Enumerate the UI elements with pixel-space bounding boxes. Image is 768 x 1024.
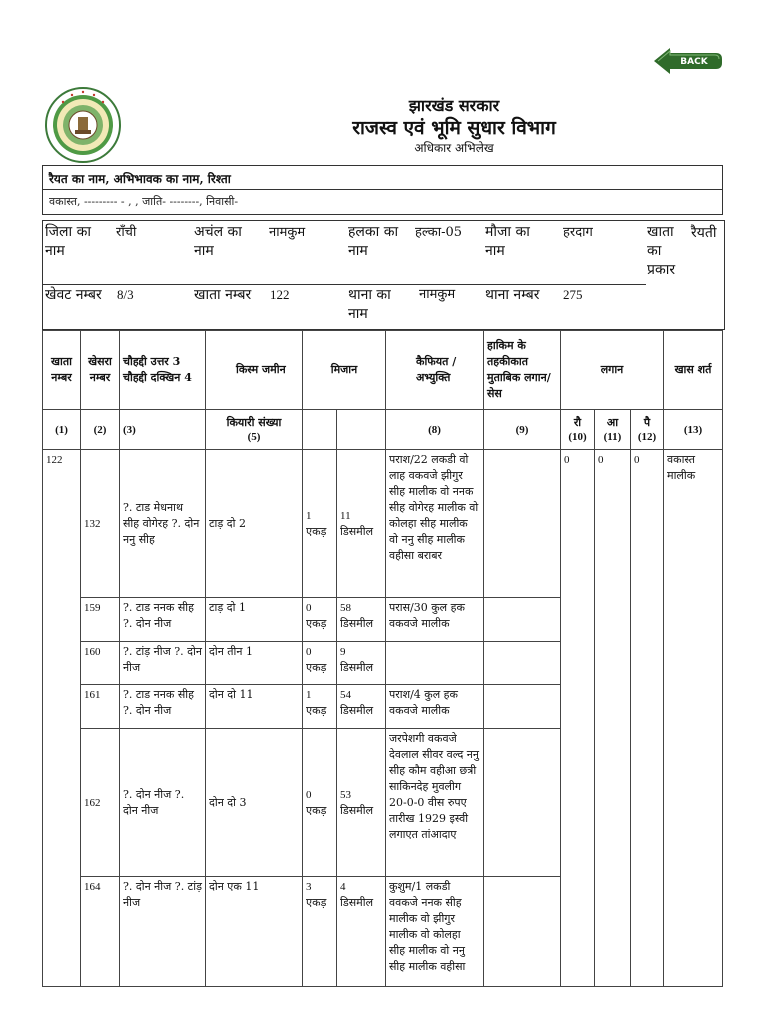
hakim-cell <box>484 598 561 642</box>
col-num-8: (8) <box>386 410 484 450</box>
decimal-cell <box>337 729 386 877</box>
land-type-cell: दोन दो 3 <box>206 729 303 877</box>
decimal-value: 11 <box>340 509 351 522</box>
acre-cell <box>303 642 337 685</box>
boundary-cell: ?. टांड़ नीज ?. दोन नीज <box>120 642 206 685</box>
hakim-cell <box>484 685 561 729</box>
record-table <box>42 330 723 987</box>
district-value: राँची <box>116 225 137 240</box>
halka-value: हल्का-05 <box>415 225 463 240</box>
remarks-cell: परास/30 कुल हक वकवजे मालीक <box>386 598 484 642</box>
land-info-box <box>42 220 725 330</box>
decimal-unit: डिसमील <box>340 524 374 538</box>
boundary-cell: ?. दोन नीज ?. दोन नीज <box>120 729 206 877</box>
land-type-cell: टाड़ दो 1 <box>206 598 303 642</box>
khewat-value: 8/3 <box>117 287 134 302</box>
info-divider <box>43 284 646 285</box>
khesra-cell: 161 <box>81 685 120 729</box>
acre-unit: एकड़ <box>306 524 327 538</box>
acre-unit: एकड़ <box>306 803 327 817</box>
halka-label: हलका का नाम <box>348 224 399 259</box>
acre-value: 0 <box>306 602 312 614</box>
col-num-5: (5) <box>247 430 261 443</box>
decimal-value: 54 <box>340 689 351 701</box>
th-lagan: लगान <box>561 331 664 410</box>
acre-cell <box>303 598 337 642</box>
acre-unit: एकड़ <box>306 704 327 717</box>
decimal-value: 53 <box>340 788 351 801</box>
special-cell: वकास्त मालीक <box>664 450 723 987</box>
mauza-value: हरदाग <box>563 225 593 240</box>
acre-cell <box>303 729 337 877</box>
boundary-cell: ?. टाड ननक सीह ?. दोन नीज <box>120 685 206 729</box>
acre-cell <box>303 450 337 598</box>
khata-number-cell: 122 <box>43 450 81 987</box>
th-remarks: कैफियत / अभ्युक्ति <box>386 331 484 410</box>
col-num-12: (12) <box>637 430 657 443</box>
khesra-cell: 164 <box>81 877 120 987</box>
col-num-10: (10) <box>568 430 587 443</box>
decimal-cell <box>337 877 386 987</box>
remarks-cell: जरपेशगी वकवजे देवलाल सीवर वल्द ननु सीह कौम वहीआ छत्री साकिनदेह मुवलीग 20-0-0 वीस रुपए तारीख 1929 इस्वी लगाएत तांआदाए <box>386 729 484 877</box>
thana-no-label: थाना नम्बर <box>485 287 540 303</box>
th-land-type: किस्म जमीन <box>206 331 303 410</box>
decimal-cell <box>337 685 386 729</box>
govt-title: झारखंड सरकार <box>408 96 500 115</box>
decimal-value: 9 <box>340 646 346 658</box>
record-title: अधिकार अभिलेख <box>414 141 494 155</box>
remarks-cell <box>386 642 484 685</box>
acre-value: 0 <box>306 788 312 801</box>
acre-cell <box>303 685 337 729</box>
col-num-9: (9) <box>484 410 561 450</box>
department-title: राजस्व एवं भूमि सुधार विभाग <box>352 117 556 139</box>
hakim-cell <box>484 450 561 598</box>
decimal-cell <box>337 450 386 598</box>
col-num-3: (3) <box>120 410 206 450</box>
decimal-value: 4 <box>340 881 346 893</box>
owner-detail: वकास्त, --------- - , , जाति- --------, निवासी- <box>49 195 239 208</box>
circle-value: नामकुम <box>269 225 306 240</box>
lagan-rau-cell: 0 <box>561 450 595 987</box>
th-special: खास शर्त <box>664 331 723 410</box>
lagan-aa-cell: 0 <box>595 450 631 987</box>
boundary-cell: ?. दोन नीज ?. टांड़ नीज <box>120 877 206 987</box>
back-button[interactable] <box>652 46 724 76</box>
thana-label: थाना का नाम <box>348 287 391 322</box>
decimal-unit: डिसमील <box>340 617 374 630</box>
circle-label: अचंल का नाम <box>194 224 242 259</box>
decimal-cell <box>337 642 386 685</box>
acre-value: 3 <box>306 881 312 893</box>
hakim-cell <box>484 642 561 685</box>
land-type-cell: दोन एक 11 <box>206 877 303 987</box>
hakim-cell <box>484 877 561 987</box>
remarks-cell: पराश/22 लकडी वो लाह वकवजे झीगुर सीह मालीक वो ननक सीह वोगेरह मालीक वो कोलहा सीह मालीक वो ननु सीह मालीक वहीसा बराबर <box>386 450 484 598</box>
th-khata: खाता नम्बर <box>43 331 81 410</box>
khata-label: खाता नम्बर <box>194 287 252 303</box>
acre-value: 1 <box>306 689 312 701</box>
remarks-cell: कुशुम/1 लकडी ववकजे ननक सीह मालीक वो झीगुर मालीक वो कोलहा सीह मालीक वो ननु सीह मालीक वहीसा <box>386 877 484 987</box>
th-khesra: खेसरा नम्बर <box>81 331 120 410</box>
land-type-cell: दोन तीन 1 <box>206 642 303 685</box>
acre-unit: एकड़ <box>306 661 327 674</box>
mauza-label: मौजा का नाम <box>485 224 530 259</box>
col-num-1: (1) <box>43 410 81 450</box>
col-aa-label: आ <box>606 415 619 429</box>
col-num-2: (2) <box>81 410 120 450</box>
district-label: जिला का नाम <box>45 224 91 259</box>
decimal-cell <box>337 598 386 642</box>
khata-type-label: खाता का प्रकार <box>647 224 676 278</box>
acre-cell <box>303 877 337 987</box>
col-num-11: (11) <box>603 430 622 443</box>
khesra-cell: 159 <box>81 598 120 642</box>
boundary-cell: ?. टाड ननक सीह ?. दोन नीज <box>120 598 206 642</box>
khewat-label: खेवट नम्बर <box>45 287 102 303</box>
hakim-cell <box>484 729 561 877</box>
back-label: BACK <box>680 57 708 67</box>
acre-value: 0 <box>306 646 312 658</box>
decimal-value: 58 <box>340 602 351 614</box>
khesra-cell: 162 <box>81 729 120 877</box>
th-area: मिजान <box>303 331 386 410</box>
thana-value: नामकुम <box>419 287 456 302</box>
decimal-unit: डिसमील <box>340 661 374 674</box>
acre-unit: एकड़ <box>306 896 327 909</box>
acre-value: 1 <box>306 509 312 522</box>
decimal-unit: डिसमील <box>340 704 374 717</box>
khesra-cell: 160 <box>81 642 120 685</box>
land-type-cell: दोन दो 11 <box>206 685 303 729</box>
col-num-5-label: कियारी संख्या <box>226 415 282 429</box>
khata-type-value: रैयती <box>691 225 717 241</box>
acre-unit: एकड़ <box>306 617 327 630</box>
decimal-unit: डिसमील <box>340 803 374 817</box>
khata-value: 122 <box>270 287 290 302</box>
back-arrow-icon <box>652 46 724 76</box>
boundary-cell: ?. टाड मेधनाथ सीह वोगेरह ?. दोन ननु सीह <box>120 450 206 598</box>
col-pai-label: पै <box>643 415 651 429</box>
table-row <box>43 450 723 598</box>
khesra-cell: 132 <box>81 450 120 598</box>
thana-no-value: 275 <box>563 287 583 302</box>
th-hakim: हाकिम के तहकीकात मुताबिक लगान/सेस <box>484 331 561 410</box>
th-boundary: चौहद्दी उत्तर 3 चौहद्दी दक्खिन 4 <box>120 331 206 410</box>
lagan-pai-cell: 0 <box>631 450 664 987</box>
owner-heading: रैयत का नाम, अभिभावक का नाम, रिश्ता <box>43 166 722 190</box>
col-rau-label: रौ <box>573 415 582 429</box>
col-num-13: (13) <box>664 410 723 450</box>
land-type-cell: टाड़ दो 2 <box>206 450 303 598</box>
remarks-cell: पराश/4 कुल हक वकवजे मालीक <box>386 685 484 729</box>
owner-box <box>42 165 723 215</box>
decimal-unit: डिसमील <box>340 896 374 909</box>
